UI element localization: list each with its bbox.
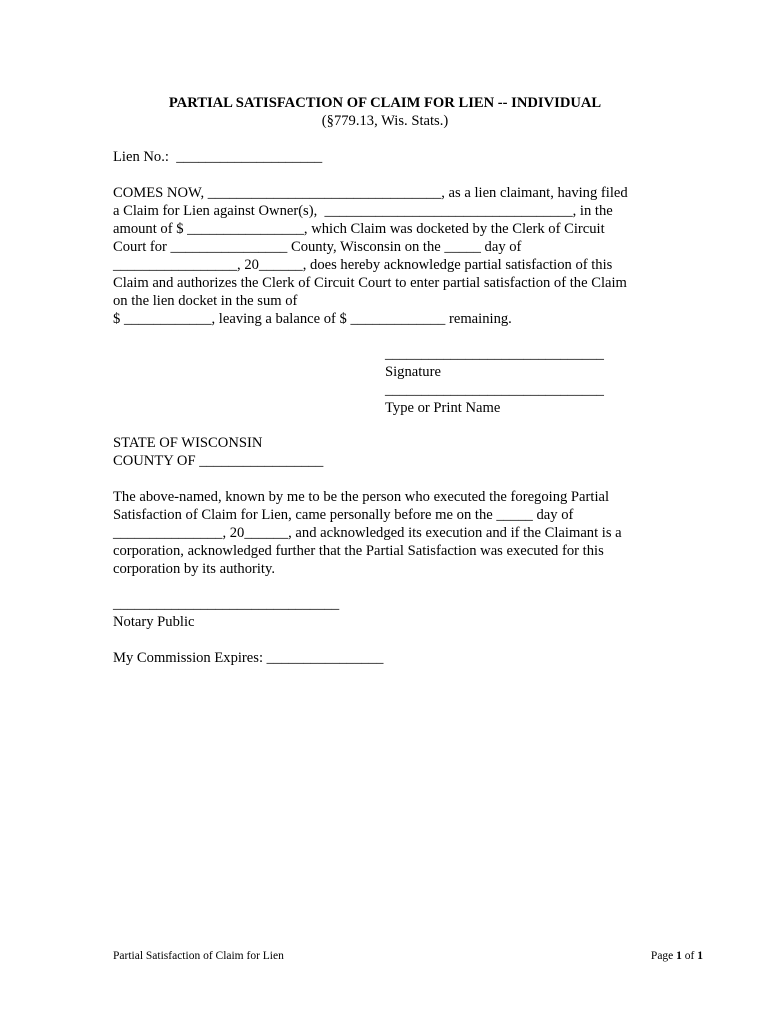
- commission-expires: My Commission Expires: ________________: [113, 650, 384, 666]
- paragraph-line: amount of $ ________________, which Claim was docketed by the Clerk of Circuit: [113, 221, 605, 237]
- document-subtitle: (§779.13, Wis. Stats.): [321, 113, 449, 129]
- page-of: of: [681, 950, 698, 962]
- paragraph-line: Court for ________________ County, Wisconsin on the _____ day of: [113, 239, 522, 255]
- signature-line: ______________________________: [385, 346, 604, 362]
- notary-signature-line: _______________________________: [113, 596, 340, 612]
- paragraph-line: COMES NOW, ________________________________, as a lien claimant, having filed: [113, 185, 628, 201]
- paragraph-line: The above-named, known by me to be the person who executed the foregoing Partial: [113, 489, 610, 505]
- footer-document-name: Partial Satisfaction of Claim for Lien: [113, 950, 284, 962]
- footer-page-number: [651, 949, 703, 963]
- notary-label: Notary Public: [113, 614, 195, 630]
- printed-name-label: Type or Print Name: [385, 400, 501, 416]
- paragraph-line: Satisfaction of Claim for Lien, came personally before me on the _____ day of: [113, 507, 574, 523]
- document-title: PARTIAL SATISFACTION OF CLAIM FOR LIEN -- INDIVIDUAL: [168, 95, 602, 111]
- lien-number-line: Lien No.: ____________________: [113, 149, 323, 165]
- paragraph-line: corporation, acknowledged further that the Partial Satisfaction was executed for this: [113, 543, 604, 559]
- paragraph-line: a Claim for Lien against Owner(s), __________________________________, in the: [113, 203, 613, 219]
- paragraph-line: corporation by its authority.: [113, 561, 275, 577]
- paragraph-line: Claim and authorizes the Clerk of Circuit Court to enter partial satisfaction of the Claim: [113, 275, 627, 291]
- paragraph-line: _______________, 20______, and acknowledged its execution and if the Claimant is a: [113, 525, 622, 541]
- printed-name-line: ______________________________: [385, 382, 604, 398]
- page-current: 1: [676, 950, 682, 962]
- paragraph-line: _________________, 20______, does hereby acknowledge partial satisfaction of this: [113, 257, 613, 273]
- venue-county: COUNTY OF _________________: [113, 453, 324, 469]
- page-prefix: Page: [650, 950, 677, 962]
- page-total: 1: [697, 950, 703, 962]
- signature-label: Signature: [385, 364, 441, 380]
- venue-state: STATE OF WISCONSIN: [113, 435, 263, 451]
- paragraph-line: on the lien docket in the sum of: [113, 293, 298, 309]
- paragraph-line: $ ____________, leaving a balance of $ _____________ remaining.: [113, 311, 512, 327]
